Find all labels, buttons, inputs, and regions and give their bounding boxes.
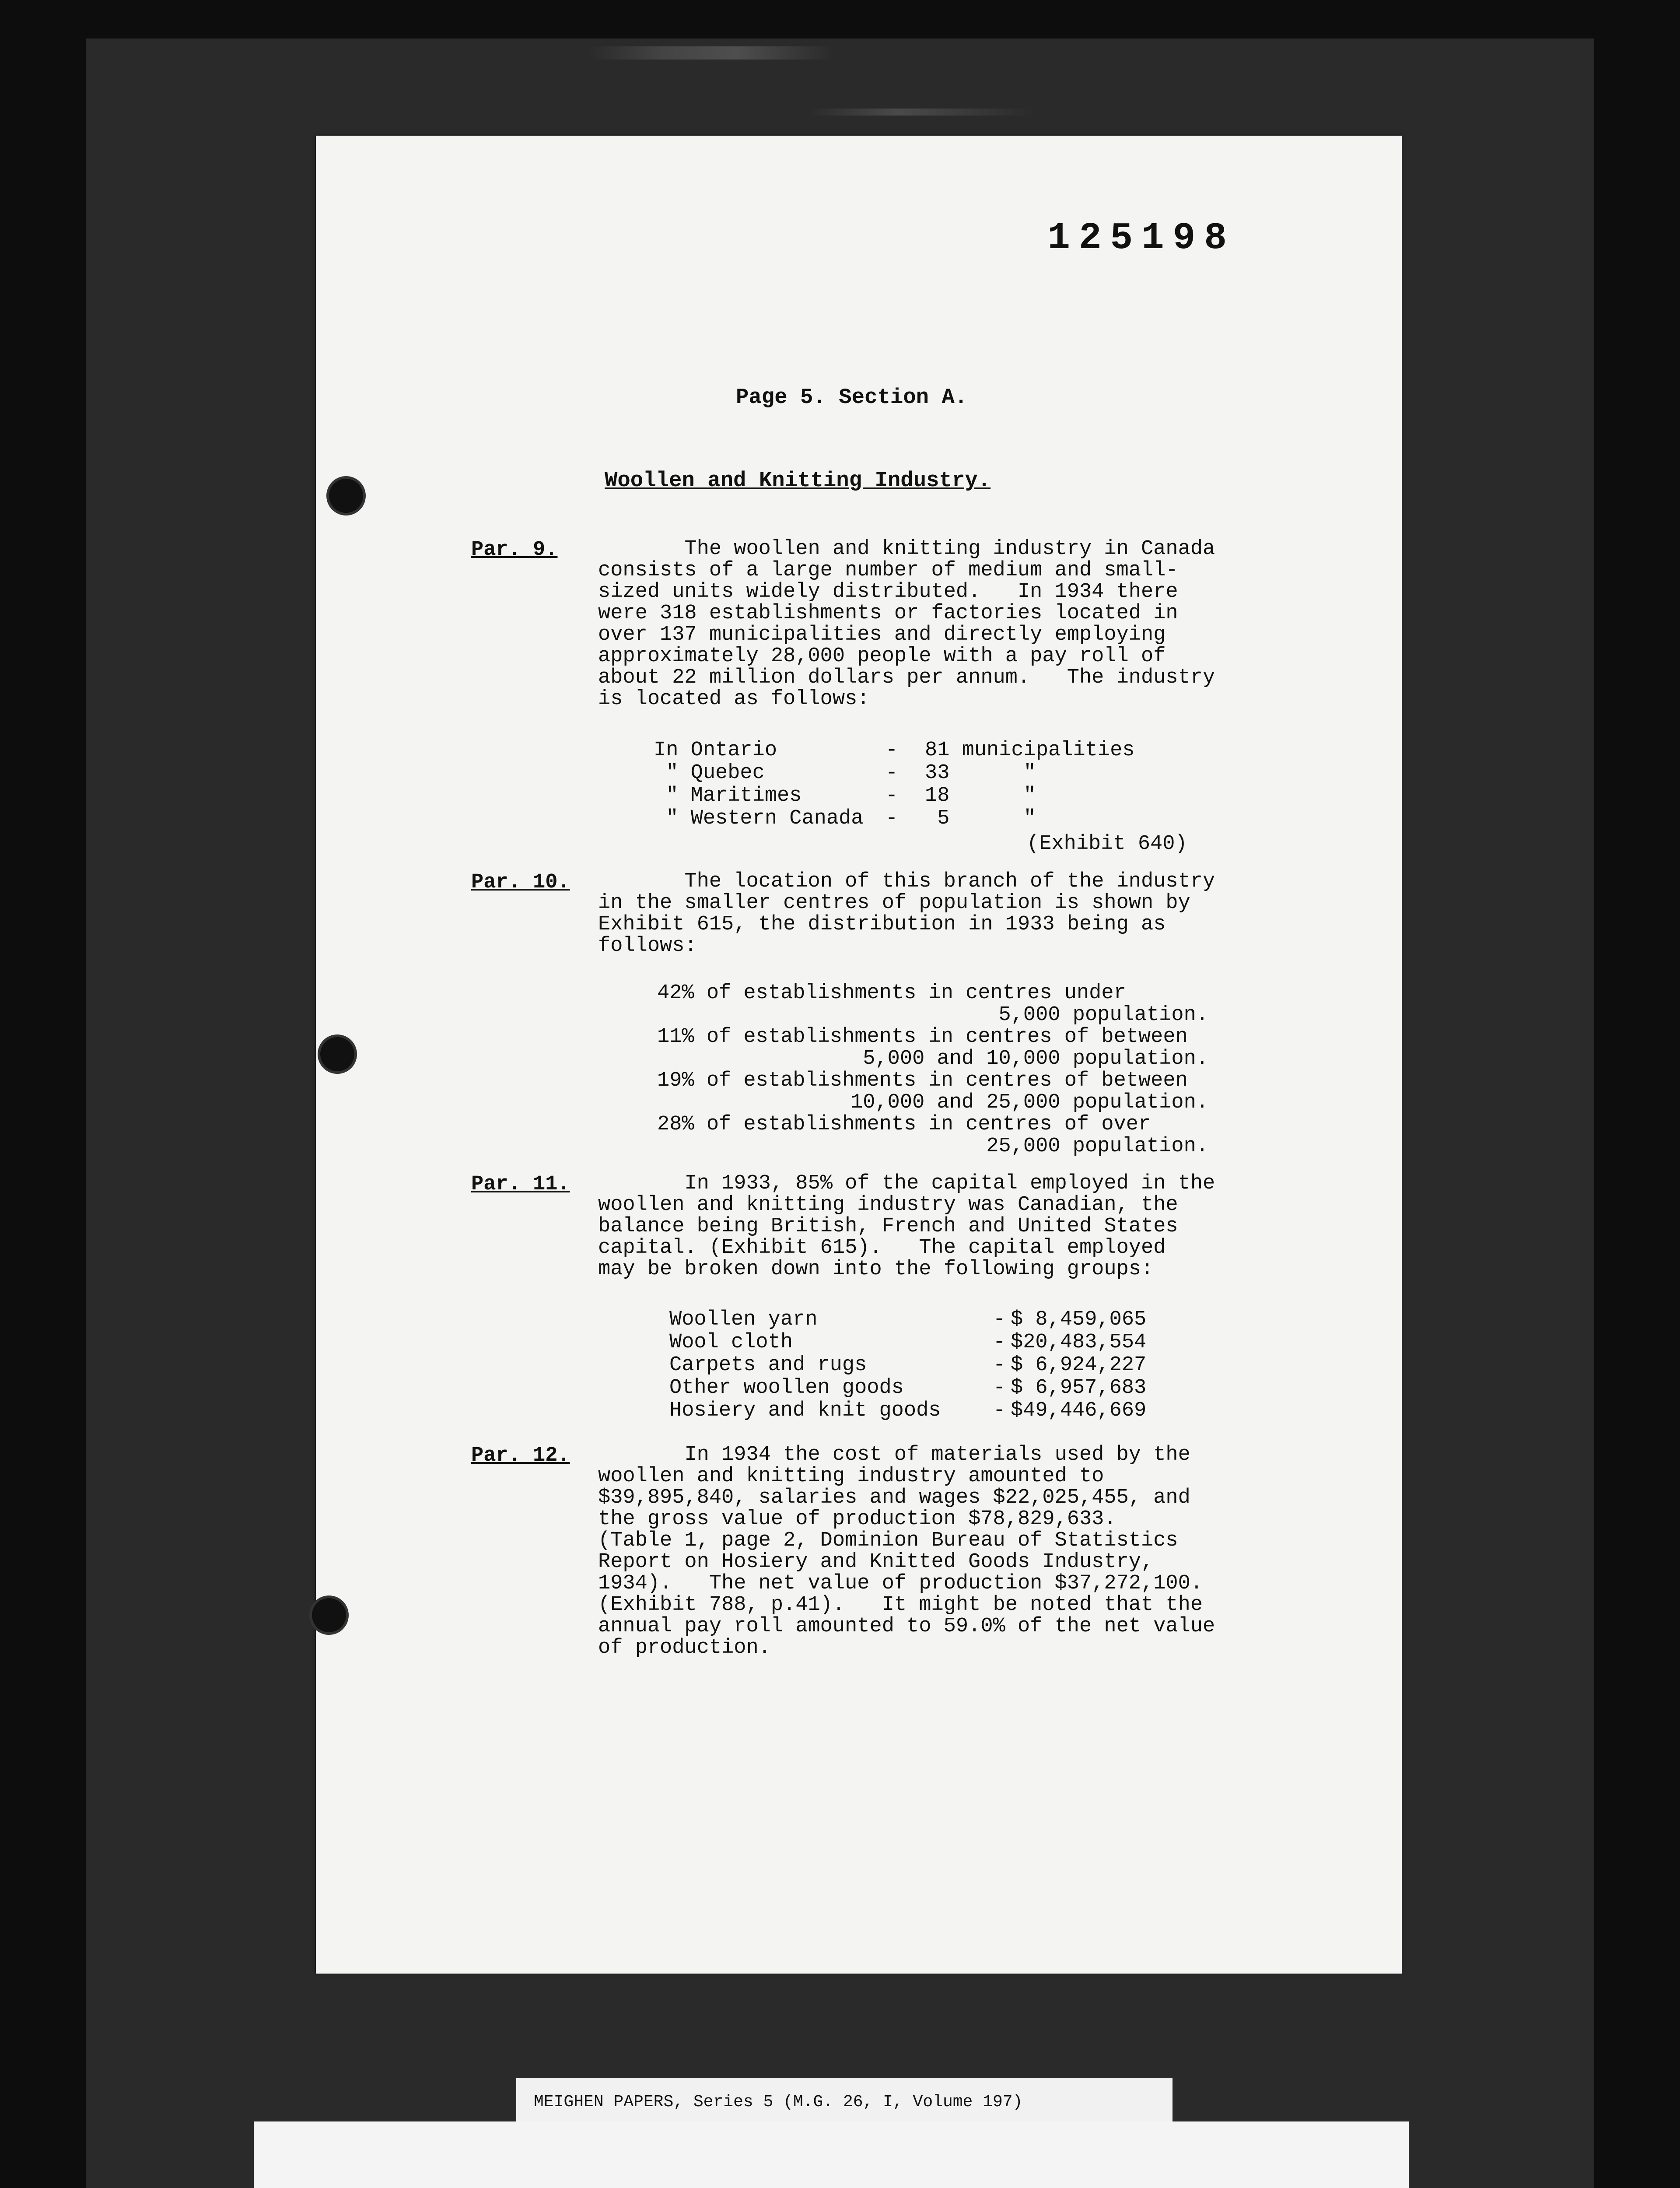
table-cell: 33 " [925, 761, 1036, 785]
list-item-text: 19% of establishments in centres of between [657, 1069, 1188, 1092]
paragraph-text: In 1934 the cost of materials used by the woollen and knitting industry amounted to $39,895,840, salaries and wages $22,025,455, and the gross value of production $78,829,633. (Table 1, page 2, Dominion Bureau of Statistics Report on Hosiery and Knitted Goods Industry, 1934). The net value of production $37,272,100. (Exhibit 788, p.41). It might be noted that the annual pay roll amounted to 59.0% of the net value of production. [598, 1443, 1215, 1659]
table-cell: $ 8,459,065 [1011, 1308, 1147, 1331]
table-cell: Carpets and rugs [669, 1353, 867, 1377]
list-item-text: 5,000 population. [998, 1003, 1208, 1027]
list-item-text: 42% of establishments in centres under [657, 982, 1126, 1005]
punch-hole [326, 476, 366, 515]
table-row [669, 1354, 1146, 1377]
table-cell: $ 6,957,683 [1011, 1376, 1147, 1399]
punch-hole [318, 1034, 357, 1074]
list-item-text: 5,000 and 10,000 population. [863, 1047, 1208, 1070]
list-item-text: 28% of establishments in centres of over [657, 1113, 1151, 1136]
paragraph-text: The woollen and knitting industry in Canada consists of a large number of medium and small- sized units widely distributed. In 1934 there were 318 establishments or factories located in over 137 municipalities and directly employing approximately 28,000 people with a pay roll of about 22 million dollars per annum. The industry is located as follows: [598, 537, 1215, 711]
table-row [654, 808, 1113, 831]
table-cell: Other woollen goods [669, 1376, 904, 1399]
table-cell: - [886, 807, 898, 830]
list-item-text: 11% of establishments in centres of between [657, 1025, 1188, 1048]
table-row [654, 785, 1113, 808]
table-row [669, 1331, 1146, 1354]
exhibit-note: (Exhibit 640) [1027, 832, 1187, 856]
series-label [516, 2078, 1172, 2126]
list-item-text: 10,000 and 25,000 population. [850, 1091, 1208, 1114]
paragraph-label: Par. 9. [471, 538, 558, 561]
table-cell: - [886, 784, 898, 807]
table-cell: $20,483,554 [1011, 1331, 1147, 1354]
film-smudge [589, 46, 834, 60]
table-cell: - [993, 1353, 1006, 1377]
list-item-text: 25,000 population. [986, 1135, 1208, 1158]
table-cell: - [886, 739, 898, 762]
archive-card [254, 2121, 1409, 2188]
table-cell: 18 " [925, 784, 1036, 807]
document-number-stamp: 125198 [1047, 217, 1236, 259]
table-row [669, 1377, 1146, 1399]
table-cell: $49,446,669 [1011, 1399, 1147, 1422]
table-cell: - [993, 1331, 1006, 1354]
location-table [654, 739, 1135, 831]
film-smudge [808, 109, 1035, 116]
paragraph-text: In 1933, 85% of the capital employed in the woollen and knitting industry was Canadian, the balance being British, French and United States capital. (Exhibit 615). The capital employed may be broken down into the following groups: [598, 1172, 1215, 1281]
table-cell: Hosiery and knit goods [669, 1399, 941, 1422]
table-cell: Woollen yarn [669, 1308, 818, 1331]
table-cell: 81 municipalities [925, 739, 1135, 762]
paragraph-label: Par. 10. [471, 871, 570, 894]
section-title: Woollen and Knitting Industry. [605, 468, 991, 493]
table-cell: - [886, 761, 898, 785]
table-cell: - [993, 1308, 1006, 1331]
table-cell: - [993, 1376, 1006, 1399]
table-cell: Wool cloth [669, 1331, 793, 1354]
list-item [657, 982, 1270, 1026]
table-cell: In Ontario [654, 739, 777, 762]
list-item [657, 1070, 1270, 1114]
table-cell: " Quebec [654, 761, 765, 785]
list-item [657, 1026, 1270, 1070]
table-row [669, 1308, 1146, 1331]
table-cell: " Maritimes [654, 784, 802, 807]
table-cell: " Western Canada [654, 807, 864, 830]
paragraph-label: Par. 11. [471, 1173, 570, 1196]
paragraph-text: The location of this branch of the industry in the smaller centres of population is shown by Exhibit 615, the distribution in 1933 being as follows: [598, 870, 1215, 957]
punch-hole [309, 1595, 349, 1635]
list-item [657, 1114, 1270, 1157]
paragraph-label: Par. 12. [471, 1444, 570, 1467]
table-cell: - [993, 1399, 1006, 1422]
table-row [669, 1399, 1146, 1422]
document-page [316, 136, 1402, 1974]
table-row [654, 762, 1113, 785]
capital-groups-table [669, 1308, 1146, 1422]
series-label-text: MEIGHEN PAPERS, Series 5 (M.G. 26, I, Volume 197) [534, 2092, 1023, 2111]
table-cell: $ 6,924,227 [1011, 1353, 1147, 1377]
distribution-list [657, 982, 1270, 1157]
table-cell: 5 " [925, 807, 1036, 830]
table-row [654, 739, 1135, 762]
page-heading: Page 5. Section A. [736, 385, 968, 410]
